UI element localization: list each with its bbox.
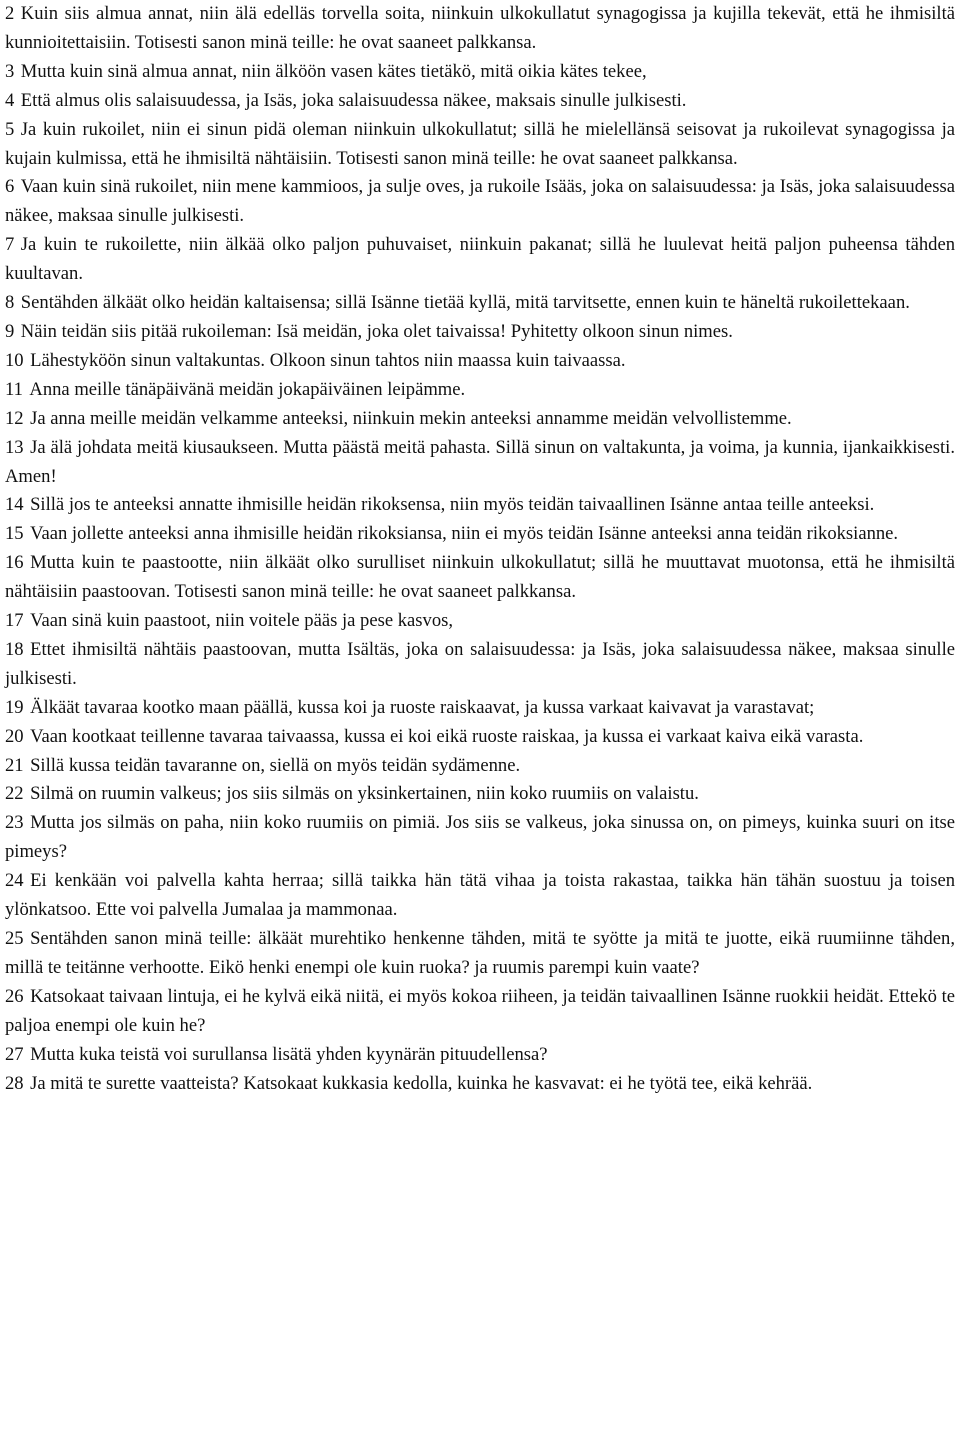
- verse-10: [5, 347, 955, 376]
- verse-18: [5, 636, 955, 694]
- verse-number: 27: [5, 1043, 24, 1065]
- verse-number: 20: [5, 725, 24, 747]
- verse-25: [5, 925, 955, 983]
- verse-2: [5, 0, 955, 58]
- verse-text: Ja älä johdata meitä kiusaukseen. Mutta päästä meitä pahasta. Sillä sinun on valtakunta, ja voima, ja kunnia, ijankaikkisesti. Amen!: [5, 436, 955, 487]
- verse-number: 10: [5, 349, 24, 371]
- verse-text: Katsokaat taivaan lintuja, ei he kylvä eikä niitä, ei myös kokoa riiheen, ja teidän taivaallinen Isänne ruokkii heidät. Ettekö te paljoa enempi ole kuin he?: [5, 985, 955, 1036]
- verse-number: 6: [5, 176, 15, 198]
- verse-9: [5, 318, 955, 347]
- verse-number: 2: [5, 3, 15, 24]
- verse-text: Ei kenkään voi palvella kahta herraa; sillä taikka hän tätä vihaa ja toista rakastaa, taikka hän tähän suostuu ja toisen ylönkatsoo. Ette voi palvella Jumalaa ja mammonaa.: [5, 870, 955, 921]
- verse-13: [5, 434, 955, 492]
- verse-text: Silmä on ruumin valkeus; jos siis silmäs on yksinkertainen, niin koko ruumiis on valaistu.: [30, 783, 699, 805]
- verse-11: [5, 376, 955, 405]
- verse-text: Ettet ihmisiltä nähtäis paastoovan, mutta Isältäs, joka on salaisuudessa: ja Isäs, joka salaisuudessa näkee, maksaa sinulle julkisesti.: [5, 638, 955, 689]
- verse-text: Ja kuin te rukoilette, niin älkää olko paljon puhuvaiset, niinkuin pakanat; sillä he luulevat heitä paljon puheensa tähden kuultavan.: [5, 234, 955, 285]
- verse-text: Lähestyköön sinun valtakuntas. Olkoon sinun tahtos niin maassa kuin taivaassa.: [30, 349, 626, 371]
- verse-21: [5, 752, 955, 781]
- verse-15: [5, 520, 955, 549]
- verse-22: [5, 780, 955, 809]
- verse-27: [5, 1041, 955, 1070]
- verse-text: Vaan kuin sinä rukoilet, niin mene kammioos, ja sulje oves, ja rukoile Isääs, joka on salaisuudessa: ja Isäs, joka salaisuudessa näkee, maksaa sinulle julkisesti.: [5, 176, 955, 227]
- verse-number: 18: [5, 638, 24, 660]
- verse-number: 14: [5, 494, 24, 516]
- verse-text: Vaan sinä kuin paastoot, niin voitele pääs ja pese kasvos,: [30, 610, 454, 632]
- verse-number: 13: [5, 436, 24, 458]
- verse-19: [5, 694, 955, 723]
- verse-5: [5, 116, 955, 174]
- verse-text: Mutta kuin te paastootte, niin älkäät olko surulliset niinkuin ulkokullatut; sillä he muuttavat muotonsa, että he ihmisiltä nähtäisiin paastoovan. Totisesti sanon minä teille: he ovat saaneet palkkansa.: [5, 552, 955, 603]
- verse-text: Ja mitä te surette vaatteista? Katsokaat kukkasia kedolla, kuinka he kasvavat: ei he työtä tee, eikä kehrää.: [30, 1072, 813, 1094]
- verse-text: Mutta kuin sinä almua annat, niin älköön vasen kätes tietäkö, mitä oikia kätes tekee,: [20, 60, 647, 82]
- verse-text: Mutta jos silmäs on paha, niin koko ruumiis on pimiä. Jos siis se valkeus, joka sinussa on, on pimeys, kuinka suuri on itse pimeys?: [5, 812, 955, 863]
- verse-number: 25: [5, 928, 24, 949]
- verse-12: [5, 405, 955, 434]
- verse-number: 7: [5, 234, 15, 256]
- verse-text: Sillä kussa teidän tavaranne on, siellä on myös teidän sydämenne.: [30, 754, 521, 776]
- verse-text: Ja anna meille meidän velkamme anteeksi, niinkuin mekin anteeksi annamme meidän velvollistemme.: [30, 407, 792, 429]
- verse-text: Vaan jollette anteeksi anna ihmisille heidän rikoksiansa, niin ei myös teidän Isänne anteeksi anna teidän rikoksianne.: [30, 523, 899, 545]
- verse-text: Ja kuin rukoilet, niin ei sinun pidä oleman niinkuin ulkokullatut; sillä he mielellänsä seisovat ja rukoilevat synagogissa ja kujain kulmissa, että he ihmisiltä nähtäisiin. Totisesti sanon minä teille: he ovat saaneet palkkansa.: [5, 118, 955, 169]
- verse-text: Vaan kootkaat teillenne tavaraa taivaassa, kussa ei koi eikä ruoste raiskaa, ja kussa ei varkaat kaiva eikä varasta.: [30, 725, 864, 747]
- verse-20: [5, 723, 955, 752]
- verse-26: [5, 983, 955, 1041]
- verse-number: 5: [5, 118, 15, 140]
- verse-4: [5, 87, 955, 116]
- verse-6: [5, 173, 955, 231]
- verse-number: 8: [5, 292, 15, 314]
- verse-text: Älkäät tavaraa kootko maan päällä, kussa koi ja ruoste raiskaavat, ja kussa varkaat kaivavat ja varastavat;: [30, 696, 815, 718]
- verse-number: 17: [5, 610, 24, 632]
- verse-number: 26: [5, 985, 24, 1007]
- verse-number: 15: [5, 523, 24, 545]
- verse-list: [5, 0, 955, 1098]
- verse-text: Kuin siis almua annat, niin älä edelläs torvella soita, niinkuin ulkokullatut synagogissa ja kujilla tekevät, että he ihmisiltä kunnioitettaisiin. Totisesti sanon minä teille: he ovat saaneet palkkansa.: [5, 3, 955, 53]
- verse-number: 3: [5, 60, 15, 82]
- verse-number: 22: [5, 783, 24, 805]
- verse-23: [5, 809, 955, 867]
- verse-text: Sillä jos te anteeksi annatte ihmisille heidän rikoksensa, niin myös teidän taivaallinen Isänne antaa teille anteeksi.: [30, 494, 875, 516]
- verse-24: [5, 867, 955, 925]
- verse-number: 4: [5, 89, 15, 111]
- verse-number: 21: [5, 754, 24, 776]
- verse-7: [5, 231, 955, 289]
- verse-text: Näin teidän siis pitää rukoileman: Isä meidän, joka olet taivaissa! Pyhitetty olkoon sinun nimes.: [20, 320, 733, 342]
- verse-text: Sentähden älkäät olko heidän kaltaisensa; sillä Isänne tietää kyllä, mitä tarvitsette, ennen kuin te häneltä rukoilettekaan.: [20, 292, 910, 314]
- verse-number: 12: [5, 407, 24, 429]
- verse-text: Mutta kuka teistä voi surullansa lisätä yhden kyynärän pituudellensa?: [30, 1043, 548, 1065]
- verse-8: [5, 289, 955, 318]
- verse-number: 24: [5, 870, 24, 892]
- verse-28: [5, 1070, 955, 1099]
- verse-14: [5, 491, 955, 520]
- verse-number: 11: [5, 378, 23, 400]
- verse-number: 9: [5, 320, 15, 342]
- verse-17: [5, 607, 955, 636]
- verse-3: [5, 58, 955, 87]
- verse-text: Anna meille tänäpäivänä meidän jokapäiväinen leipämme.: [29, 378, 466, 400]
- verse-number: 28: [5, 1072, 24, 1094]
- verse-text: Sentähden sanon minä teille: älkäät murehtiko henkenne tähden, mitä te syötte ja mitä te juotte, eikä ruumiinne tähden, millä te teitänne verhootte. Eikö henki enempi ole kuin ruoka? ja ruumis parempi kuin vaate?: [5, 928, 955, 978]
- verse-16: [5, 549, 955, 607]
- verse-number: 16: [5, 552, 24, 574]
- verse-number: 19: [5, 696, 24, 718]
- verse-number: 23: [5, 812, 24, 834]
- verse-text: Että almus olis salaisuudessa, ja Isäs, joka salaisuudessa näkee, maksais sinulle julkisesti.: [20, 89, 687, 111]
